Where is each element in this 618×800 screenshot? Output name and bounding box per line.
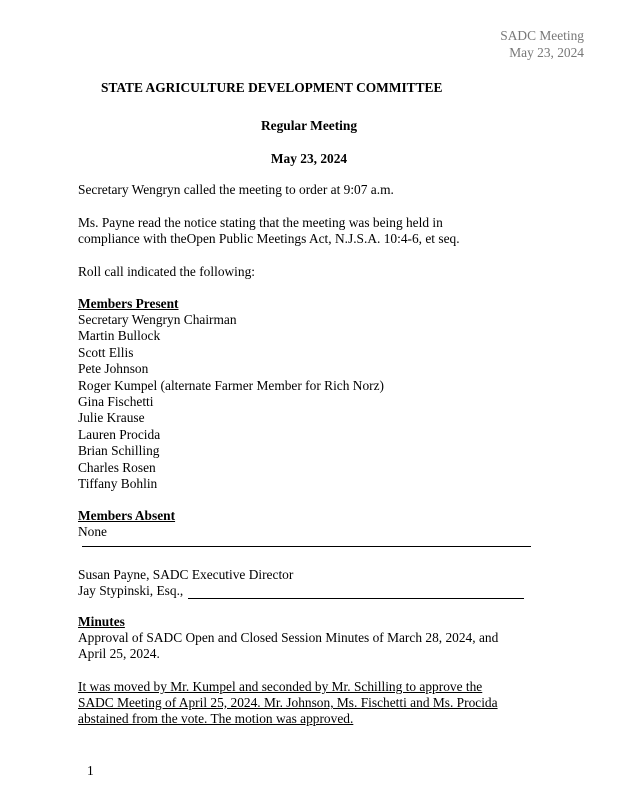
member-name: Lauren Procida <box>78 426 161 442</box>
notice-line-1: Ms. Payne read the notice stating that the meeting was being held in <box>78 215 443 230</box>
member-name: Charles Rosen <box>78 459 156 475</box>
counsel-underline <box>188 598 524 599</box>
minutes-approval-line-2: April 25, 2024. <box>78 646 160 661</box>
members-absent-heading: Members Absent <box>78 508 176 523</box>
member-name: Martin Bullock <box>78 328 161 344</box>
member-name: Julie Krause <box>78 410 145 426</box>
running-header <box>500 27 584 61</box>
minutes-heading: Minutes <box>78 614 125 629</box>
members-absent-value: None <box>78 524 108 539</box>
members-present-list <box>78 312 548 492</box>
member-name: Secretary Wengryn Chairman <box>78 312 237 327</box>
committee-title: STATE AGRICULTURE DEVELOPMENT COMMITTEE <box>101 80 443 95</box>
members-present-heading: Members Present <box>78 296 179 311</box>
staff-counsel: Jay Stypinski, Esq., <box>78 583 184 598</box>
call-to-order: Secretary Wengryn called the meeting to order at 9:07 a.m. <box>78 182 394 197</box>
member-name: Pete Johnson <box>78 361 149 377</box>
motion-line-1: It was moved by Mr. Kumpel and seconded by Mr. Schilling to approve the <box>78 679 483 694</box>
member-name: Brian Schilling <box>78 443 160 459</box>
minutes-approval-line-1: Approval of SADC Open and Closed Session Minutes of March 28, 2024, and <box>78 630 499 645</box>
section-divider <box>82 546 531 547</box>
motion-line-3: abstained from the vote. The motion was approved. <box>78 711 354 726</box>
meeting-date: May 23, 2024 <box>270 151 348 166</box>
member-name: Tiffany Bohlin <box>78 475 158 491</box>
header-meeting-name: SADC Meeting <box>500 28 584 43</box>
member-name: Scott Ellis <box>78 344 134 360</box>
notice-line-2: compliance with theOpen Public Meetings Act, N.J.S.A. 10:4-6, et seq. <box>78 231 460 246</box>
member-name: Gina Fischetti <box>78 393 154 409</box>
page-number: 1 <box>87 763 94 778</box>
staff-director: Susan Payne, SADC Executive Director <box>78 567 294 582</box>
meeting-type: Regular Meeting <box>260 118 358 133</box>
member-name: Roger Kumpel (alternate Farmer Member for Rich Norz) <box>78 377 385 393</box>
roll-call: Roll call indicated the following: <box>78 264 256 279</box>
header-meeting-date: May 23, 2024 <box>509 45 584 60</box>
motion-line-2: SADC Meeting of April 25, 2024. Mr. Johnson, Ms. Fischetti and Ms. Procida <box>78 695 498 710</box>
